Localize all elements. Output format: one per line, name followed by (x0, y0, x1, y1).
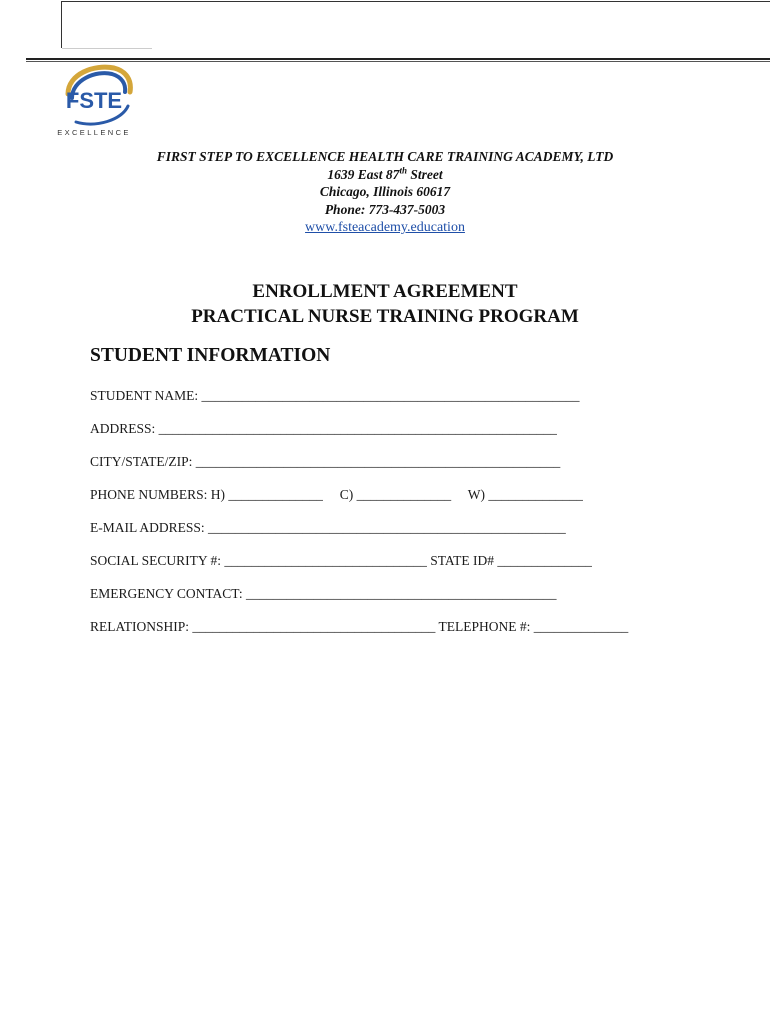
phone-numbers-field[interactable] (90, 485, 730, 518)
city-state-zip-field[interactable] (90, 452, 730, 485)
fste-logo (46, 64, 142, 140)
fste-logo-icon (46, 64, 142, 126)
student-name-label: STUDENT NAME: ________________________________________________________ (90, 388, 580, 403)
street-address-ordinal: th (399, 165, 407, 175)
student-name-field[interactable] (90, 386, 730, 419)
student-information-form (90, 386, 730, 650)
title-line-1: ENROLLMENT AGREEMENT (252, 281, 518, 302)
city-state-zip-line: Chicago, Illinois 60617 (319, 184, 451, 199)
email-label: E-MAIL ADDRESS: _____________________________________________________ (90, 520, 566, 535)
street-address (0, 166, 770, 184)
header-divider (26, 58, 770, 62)
city-state-zip-label: CITY/STATE/ZIP: ______________________________________________________ (90, 454, 561, 469)
document-title (0, 279, 770, 329)
frame-left-line (61, 2, 62, 48)
logo-text: FSTE (65, 88, 123, 113)
phone-line: Phone: 773-437-5003 (324, 201, 446, 217)
emergency-contact-field[interactable] (90, 584, 730, 617)
website-link[interactable]: www.fsteacademy.education (305, 220, 465, 235)
address-field[interactable] (90, 419, 730, 452)
address-label: ADDRESS: ___________________________________________________________ (90, 421, 557, 436)
street-address-number: 1639 East 87 (327, 166, 400, 182)
logo-tagline: EXCELLENCE (57, 128, 131, 137)
organization-name: FIRST STEP TO EXCELLENCE HEALTH CARE TRAINING ACADEMY, LTD (156, 149, 614, 164)
frame-top-line (61, 1, 770, 2)
organization-header (0, 148, 770, 237)
title-line-2: PRACTICAL NURSE TRAINING PROGRAM (191, 306, 579, 327)
street-address-name: Street (406, 166, 443, 182)
ssn-state-id-label: SOCIAL SECURITY #: ______________________________ STATE ID# ______________ (90, 553, 592, 568)
relationship-telephone-label: RELATIONSHIP: ____________________________________ TELEPHONE #: ______________ (90, 619, 629, 634)
relationship-telephone-field[interactable] (90, 617, 730, 650)
section-heading: STUDENT INFORMATION (90, 345, 331, 366)
email-field[interactable] (90, 518, 730, 551)
frame-short-line (62, 48, 152, 49)
ssn-state-id-field[interactable] (90, 551, 730, 584)
emergency-contact-label: EMERGENCY CONTACT: ______________________________________________ (90, 586, 557, 601)
phone-numbers-label: PHONE NUMBERS: H) ______________ C) ______________ W) ______________ (90, 487, 583, 502)
